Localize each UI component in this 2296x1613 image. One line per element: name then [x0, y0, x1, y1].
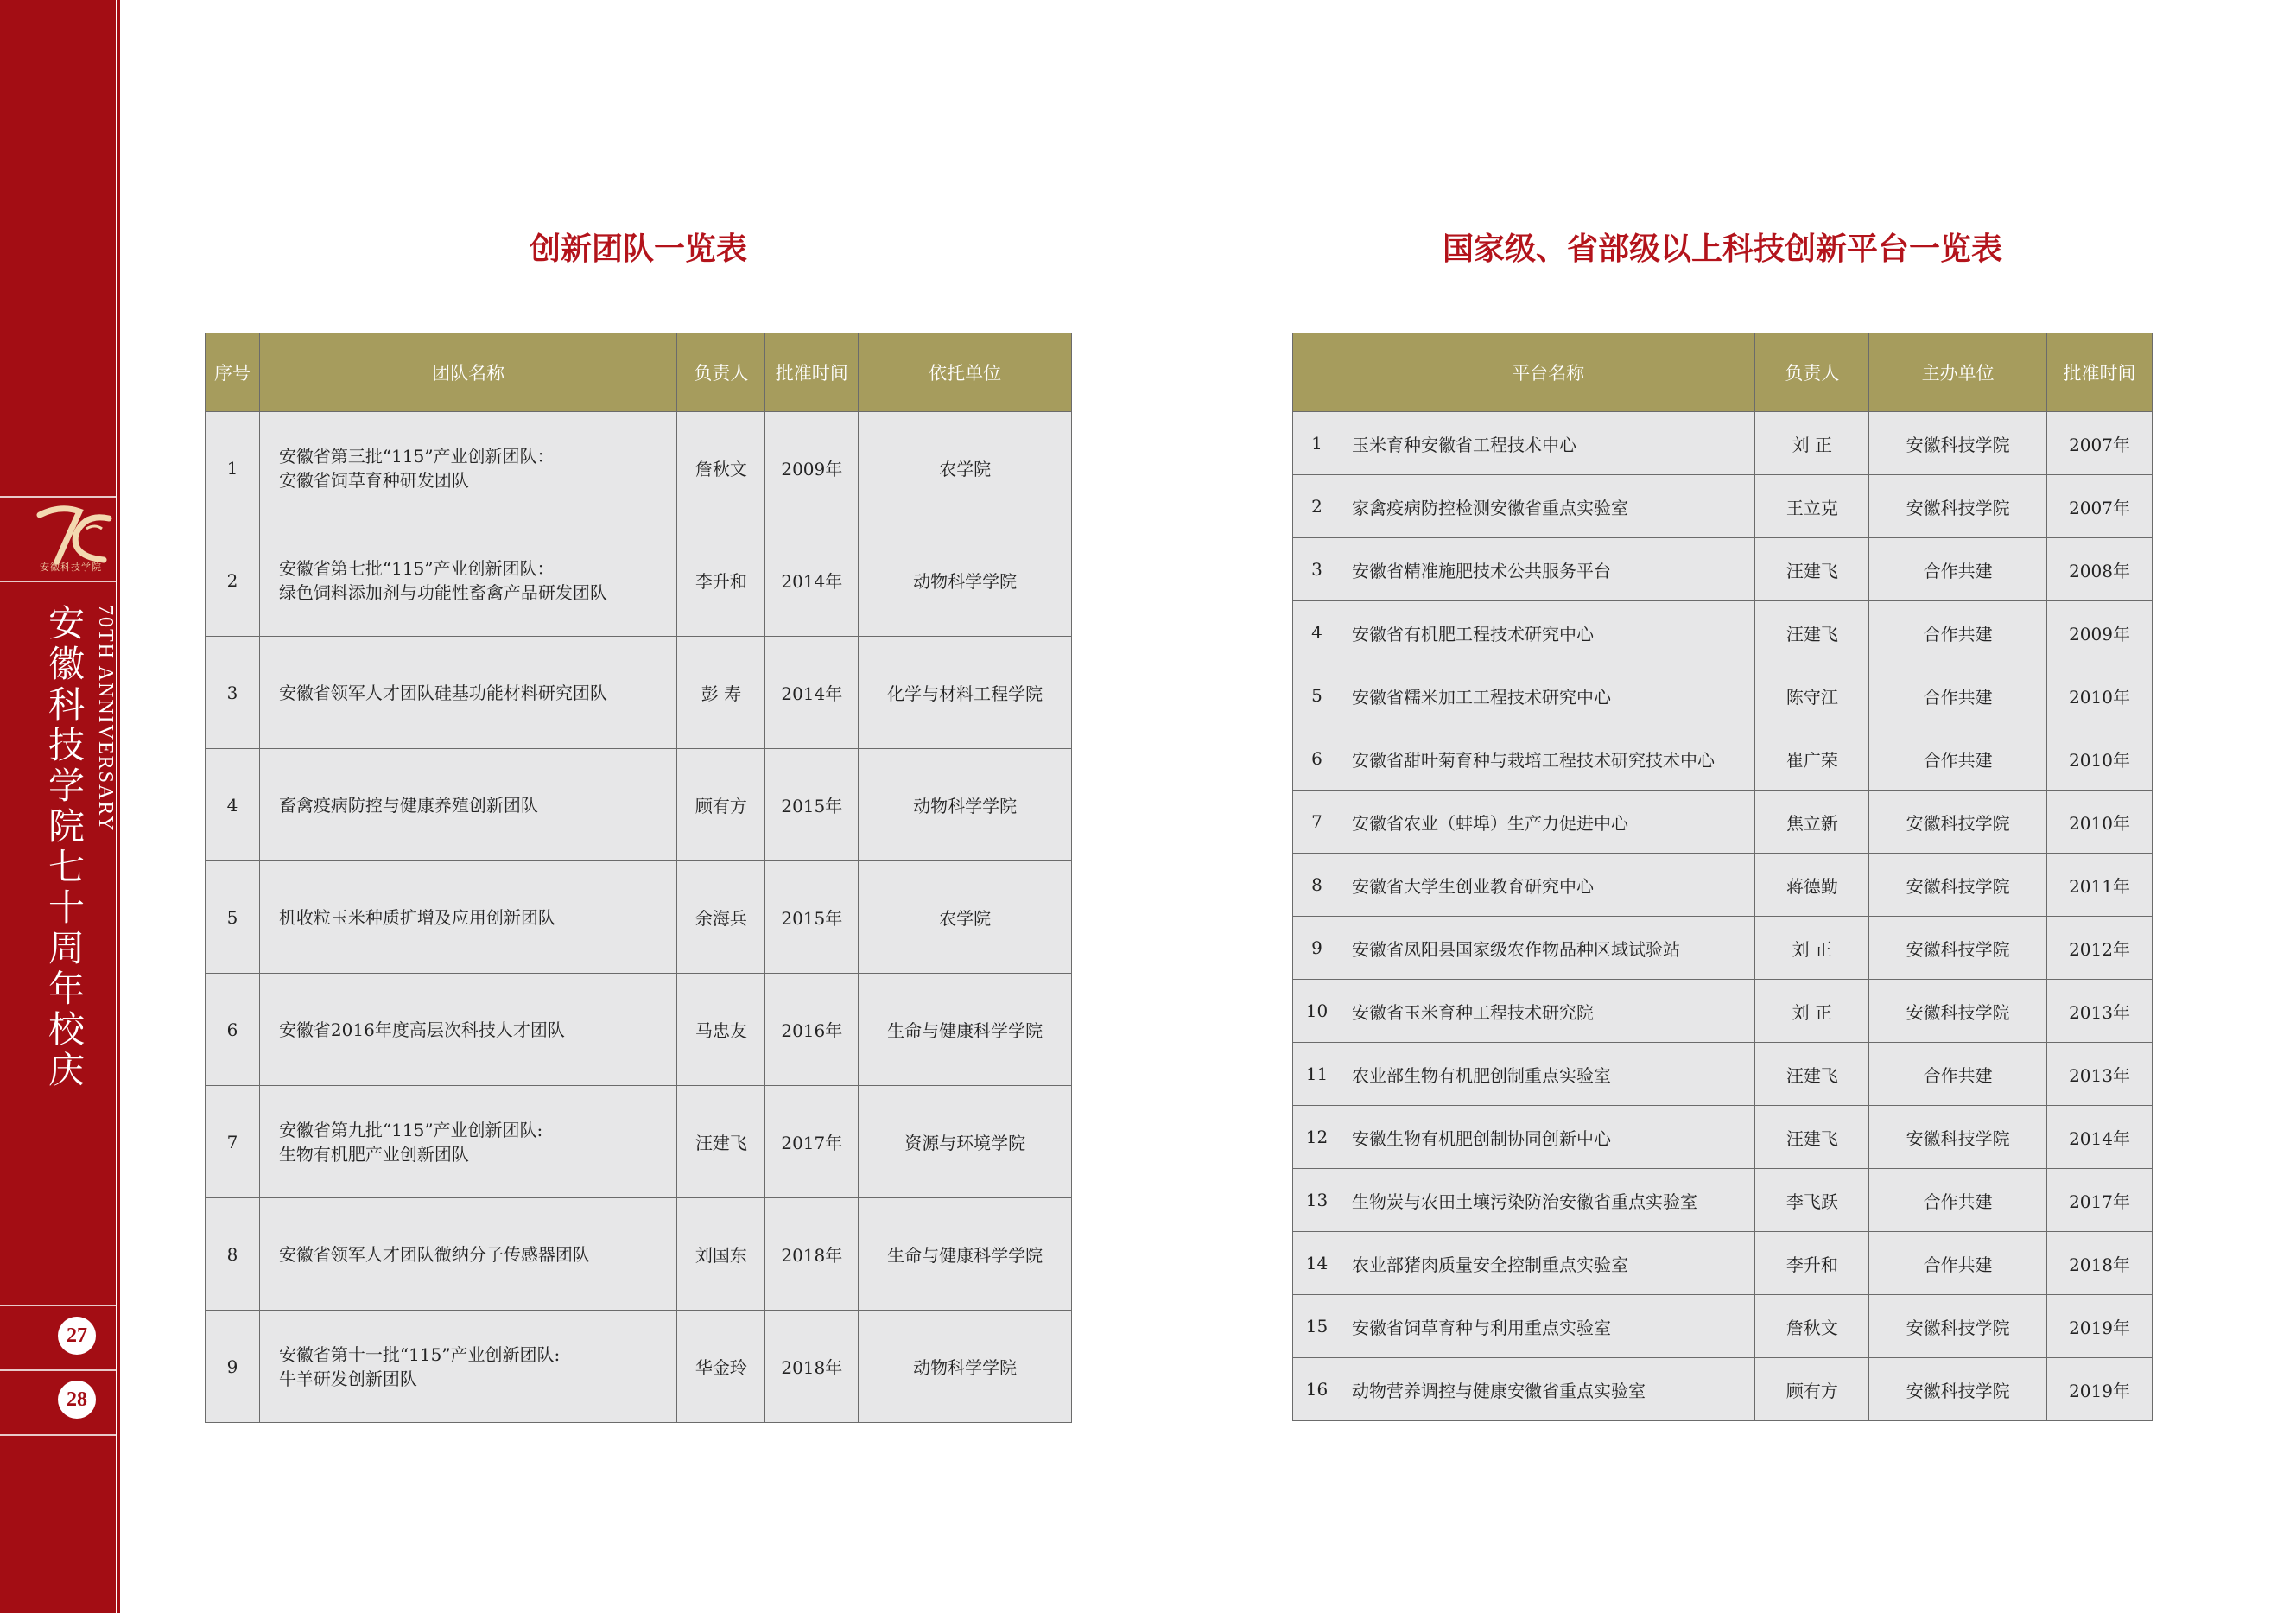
table-row: [206, 1086, 1072, 1198]
host-unit: 安徽科技学院: [1869, 1106, 2047, 1169]
platform-name: 安徽省玉米育种工程技术研究院: [1341, 980, 1754, 1043]
host-unit: 动物科学学院: [859, 524, 1072, 637]
table-row: [1293, 917, 2153, 980]
team-name: [259, 1198, 677, 1311]
host-unit: 安徽科技学院: [1869, 980, 2047, 1043]
team-name: [259, 412, 677, 524]
row-number: 14: [1293, 1232, 1341, 1295]
host-unit: 农学院: [859, 861, 1072, 974]
leader: 余海兵: [677, 861, 765, 974]
approval-year: 2010年: [2047, 727, 2153, 791]
leader: 马忠友: [677, 974, 765, 1086]
table-row: [1293, 1169, 2153, 1232]
leader: 詹秋文: [677, 412, 765, 524]
platform-name: 家禽疫病防控检测安徽省重点实验室: [1341, 475, 1754, 538]
row-number: 11: [1293, 1043, 1341, 1106]
host-unit: 合作共建: [1869, 538, 2047, 601]
platform-name: 动物营养调控与健康安徽省重点实验室: [1341, 1358, 1754, 1421]
approval-year: 2017年: [2047, 1169, 2153, 1232]
team-name-line: 牛羊研发创新团队: [278, 1368, 417, 1389]
approval-year: 2018年: [765, 1198, 859, 1311]
leader: 焦立新: [1755, 791, 1869, 854]
table-row: [206, 1198, 1072, 1311]
approval-year: 2014年: [2047, 1106, 2153, 1169]
divider: [0, 581, 116, 582]
row-number: 9: [1293, 917, 1341, 980]
leader: 崔广荣: [1755, 727, 1869, 791]
column-header: 团队名称: [259, 333, 677, 412]
leader: 华金玲: [677, 1311, 765, 1423]
approval-year: 2016年: [765, 974, 859, 1086]
table-row: [206, 412, 1072, 524]
host-unit: 资源与环境学院: [859, 1086, 1072, 1198]
team-name-line: 生物有机肥产业创新团队: [278, 1143, 469, 1165]
approval-year: 2018年: [765, 1311, 859, 1423]
host-unit: 生命与健康科学学院: [859, 1198, 1072, 1311]
row-number: 9: [206, 1311, 260, 1423]
team-name: [259, 1086, 677, 1198]
host-unit: 化学与材料工程学院: [859, 637, 1072, 749]
approval-year: 2014年: [765, 524, 859, 637]
leader: 李升和: [1755, 1232, 1869, 1295]
column-header: 主办单位: [1869, 333, 2047, 412]
leader: 刘 正: [1755, 980, 1869, 1043]
host-unit: 农学院: [859, 412, 1072, 524]
column-header: 批准时间: [2047, 333, 2153, 412]
team-name-line: 安徽省领军人才团队微纳分子传感器团队: [278, 1243, 590, 1265]
platform-name: 安徽省饲草育种与利用重点实验室: [1341, 1295, 1754, 1358]
host-unit: 合作共建: [1869, 727, 2047, 791]
team-name: [259, 974, 677, 1086]
leader: 刘 正: [1755, 412, 1869, 475]
column-header: 负责人: [677, 333, 765, 412]
approval-year: 2013年: [2047, 1043, 2153, 1106]
table-row: [1293, 601, 2153, 664]
table-row: [206, 637, 1072, 749]
team-name-line: 绿色饲料添加剂与功能性畜禽产品研发团队: [278, 581, 607, 603]
team-name: [259, 524, 677, 637]
row-number: 4: [1293, 601, 1341, 664]
row-number: 1: [206, 412, 260, 524]
leader: 王立克: [1755, 475, 1869, 538]
approval-year: 2013年: [2047, 980, 2153, 1043]
platform-name: 生物炭与农田土壤污染防治安徽省重点实验室: [1341, 1169, 1754, 1232]
team-name-line: 安徽省第三批“115”产业创新团队：: [278, 445, 555, 467]
host-unit: 合作共建: [1869, 1232, 2047, 1295]
leader: 汪建飞: [1755, 538, 1869, 601]
approval-year: 2010年: [2047, 791, 2153, 854]
row-number: 1: [1293, 412, 1341, 475]
team-name-line: 安徽省领军人才团队硅基功能材料研究团队: [278, 682, 607, 703]
leader: 汪建飞: [1755, 1043, 1869, 1106]
leader: 李飞跃: [1755, 1169, 1869, 1232]
platform-name: 农业部生物有机肥创制重点实验室: [1341, 1043, 1754, 1106]
column-header: 批准时间: [765, 333, 859, 412]
column-header: 平台名称: [1341, 333, 1754, 412]
row-number: 3: [1293, 538, 1341, 601]
approval-year: 2019年: [2047, 1295, 2153, 1358]
table-row: [1293, 475, 2153, 538]
leader: 顾有方: [677, 749, 765, 861]
platform-name: 安徽省糯米加工工程技术研究中心: [1341, 664, 1754, 727]
platform-name: 安徽省农业（蚌埠）生产力促进中心: [1341, 791, 1754, 854]
leader: 彭 寿: [677, 637, 765, 749]
divider: [0, 1434, 116, 1436]
approval-year: 2015年: [765, 861, 859, 974]
table-row: [1293, 538, 2153, 601]
table-row: [206, 974, 1072, 1086]
sidebar-edge: [117, 0, 120, 1613]
host-unit: 安徽科技学院: [1869, 475, 2047, 538]
team-name: [259, 637, 677, 749]
row-number: 2: [206, 524, 260, 637]
divider: [0, 1305, 116, 1306]
leader: 汪建飞: [1755, 1106, 1869, 1169]
row-number: 5: [1293, 664, 1341, 727]
page-number-left: 27: [58, 1317, 96, 1355]
platform-name: 安徽生物有机肥创制协同创新中心: [1341, 1106, 1754, 1169]
page-number-right: 28: [58, 1381, 96, 1419]
platform-name: 农业部猪肉质量安全控制重点实验室: [1341, 1232, 1754, 1295]
host-unit: 动物科学学院: [859, 749, 1072, 861]
team-name-line: 安徽省第十一批“115”产业创新团队:: [278, 1343, 561, 1365]
platform-name: 玉米育种安徽省工程技术中心: [1341, 412, 1754, 475]
row-number: 6: [206, 974, 260, 1086]
platform-table: [1292, 333, 2153, 1421]
approval-year: 2014年: [765, 637, 859, 749]
table-row: [206, 749, 1072, 861]
row-number: 7: [1293, 791, 1341, 854]
table-row: [1293, 1295, 2153, 1358]
divider: [0, 496, 116, 498]
leader: 李升和: [677, 524, 765, 637]
host-unit: 安徽科技学院: [1869, 854, 2047, 917]
table-row: [1293, 1043, 2153, 1106]
team-name-line: 安徽省第九批“115”产业创新团队:: [278, 1119, 543, 1140]
approval-year: 2009年: [765, 412, 859, 524]
row-number: 5: [206, 861, 260, 974]
innovation-team-table: [205, 333, 1072, 1423]
platform-name: 安徽省有机肥工程技术研究中心: [1341, 601, 1754, 664]
table-row: [1293, 727, 2153, 791]
host-unit: 生命与健康科学学院: [859, 974, 1072, 1086]
approval-year: 2019年: [2047, 1358, 2153, 1421]
row-number: 4: [206, 749, 260, 861]
host-unit: 动物科学学院: [859, 1311, 1072, 1423]
right-table-title: 国家级、省部级以上科技创新平台一览表: [1442, 231, 2002, 267]
leader: 蒋德勤: [1755, 854, 1869, 917]
approval-year: 2018年: [2047, 1232, 2153, 1295]
platform-name: 安徽省甜叶菊育种与栽培工程技术研究技术中心: [1341, 727, 1754, 791]
row-number: 7: [206, 1086, 260, 1198]
team-name-line: 畜禽疫病防控与健康养殖创新团队: [278, 794, 538, 816]
row-number: 13: [1293, 1169, 1341, 1232]
approval-year: 2015年: [765, 749, 859, 861]
leader: 汪建飞: [1755, 601, 1869, 664]
row-number: 3: [206, 637, 260, 749]
table-row: [1293, 664, 2153, 727]
table-row: [1293, 854, 2153, 917]
table-row: [1293, 791, 2153, 854]
approval-year: 2008年: [2047, 538, 2153, 601]
row-number: 10: [1293, 980, 1341, 1043]
host-unit: 合作共建: [1869, 1043, 2047, 1106]
table-header-row: [206, 333, 1072, 412]
approval-year: 2012年: [2047, 917, 2153, 980]
table-row: [1293, 412, 2153, 475]
approval-year: 2011年: [2047, 854, 2153, 917]
team-name-line: 安徽省第七批“115”产业创新团队：: [278, 557, 555, 579]
table-row: [206, 1311, 1072, 1423]
logo-caption: 安徽科技学院: [40, 562, 102, 573]
host-unit: 安徽科技学院: [1869, 412, 2047, 475]
row-number: 12: [1293, 1106, 1341, 1169]
row-number: 2: [1293, 475, 1341, 538]
anniversary-subtitle: 70TH ANNIVERSARY: [94, 605, 117, 833]
platform-name: 安徽省凤阳县国家级农作物品种区域试验站: [1341, 917, 1754, 980]
row-number: 15: [1293, 1295, 1341, 1358]
table-row: [1293, 980, 2153, 1043]
approval-year: 2007年: [2047, 475, 2153, 538]
host-unit: 安徽科技学院: [1869, 1358, 2047, 1421]
table-row: [206, 524, 1072, 637]
column-header: [1293, 333, 1341, 412]
team-name: [259, 749, 677, 861]
column-header: 负责人: [1755, 333, 1869, 412]
approval-year: 2009年: [2047, 601, 2153, 664]
leader: 刘国东: [677, 1198, 765, 1311]
row-number: 16: [1293, 1358, 1341, 1421]
team-name-line: 安徽省饲草育种研发团队: [278, 469, 469, 491]
table-row: [1293, 1232, 2153, 1295]
host-unit: 合作共建: [1869, 601, 2047, 664]
table-row: [1293, 1358, 2153, 1421]
team-name-line: 机收粒玉米种质扩增及应用创新团队: [278, 906, 555, 928]
host-unit: 安徽科技学院: [1869, 917, 2047, 980]
team-name: [259, 1311, 677, 1423]
platform-name: 安徽省大学生创业教育研究中心: [1341, 854, 1754, 917]
table-row: [206, 861, 1072, 974]
row-number: 8: [1293, 854, 1341, 917]
approval-year: 2010年: [2047, 664, 2153, 727]
team-name: [259, 861, 677, 974]
column-header: 序号: [206, 333, 260, 412]
approval-year: 2017年: [765, 1086, 859, 1198]
table-row: [1293, 1106, 2153, 1169]
anniversary-title: 安徽科技学院七十周年校庆: [48, 602, 85, 1091]
leader: 汪建飞: [677, 1086, 765, 1198]
column-header: 依托单位: [859, 333, 1072, 412]
divider: [0, 1369, 116, 1371]
table-header-row: [1293, 333, 2153, 412]
host-unit: 安徽科技学院: [1869, 1295, 2047, 1358]
row-number: 6: [1293, 727, 1341, 791]
platform-name: 安徽省精准施肥技术公共服务平台: [1341, 538, 1754, 601]
host-unit: 合作共建: [1869, 664, 2047, 727]
row-number: 8: [206, 1198, 260, 1311]
team-name-line: 安徽省2016年度高层次科技人才团队: [278, 1019, 565, 1040]
left-table-title: 创新团队一览表: [529, 231, 747, 267]
approval-year: 2007年: [2047, 412, 2153, 475]
leader: 刘 正: [1755, 917, 1869, 980]
host-unit: 合作共建: [1869, 1169, 2047, 1232]
leader: 詹秋文: [1755, 1295, 1869, 1358]
leader: 顾有方: [1755, 1358, 1869, 1421]
leader: 陈守江: [1755, 664, 1869, 727]
host-unit: 安徽科技学院: [1869, 791, 2047, 854]
